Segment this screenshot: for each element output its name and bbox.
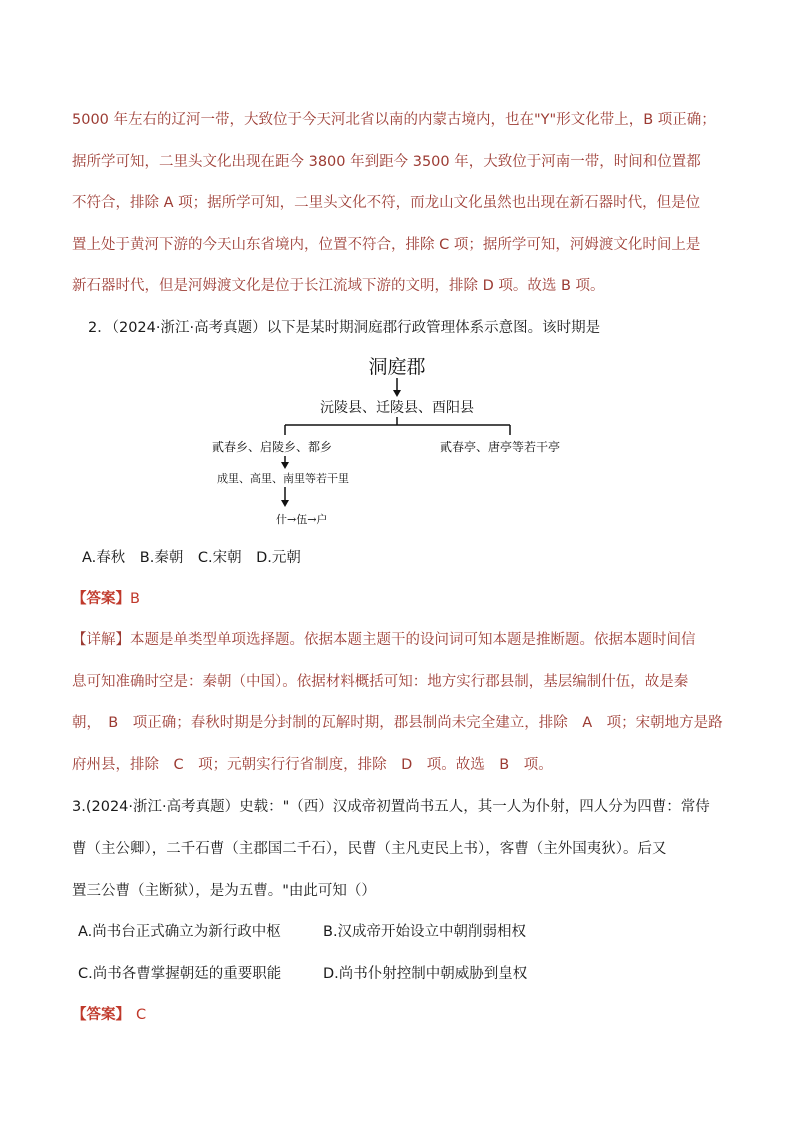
diagram-top-jun: 洞庭郡: [368, 356, 426, 378]
q3-option-c: C.尚书各曹掌握朝廷的重要职能: [78, 966, 282, 982]
q3-stem-line-2: 曹（主公卿），二千石曹（主郡国二千石），民曹（主凡吏民上书），客曹（主外国夷狄）。后又: [72, 841, 667, 857]
q2-detail-line-4: 府州县，排除 C 项；元朝实行行省制度，排除 D 项。故选 B 项。: [72, 757, 553, 773]
q1-explanation-line-1: 5000 年左右的辽河一带，大致位于今天河北省以南的内蒙古境内，也在"Y"形文化带上，B 项正确；: [72, 112, 716, 128]
q3-stem-line-3: 置三公曹（主断狱），是为五曹。"由此可知（）: [72, 883, 376, 899]
q3-option-a: A.尚书台正式确立为新行政中枢: [78, 924, 281, 940]
q3-answer-label: 【答案】: [72, 1007, 130, 1023]
q3-stem-line-1: 3.(2024·浙江·高考真题）史载："（西）汉成帝初置尚书五人，其一人为仆射，四人分为四曹：常侍: [72, 799, 710, 815]
diagram-li: 成里、高里、南里等若干里: [217, 472, 349, 485]
diagram-counties: 沅陵县、迁陵县、酉阳县: [320, 400, 474, 416]
q2-answer-label: 【答案】: [72, 591, 130, 607]
q2-answer-row: [72, 587, 140, 608]
diagram-ting: 貳春亭、唐亭等若干亭: [440, 440, 561, 454]
q3-answer-value: C: [136, 1007, 147, 1023]
q2-stem: 2．（2024·浙江·高考真题）以下是某时期洞庭郡行政管理体系示意图。该时期是: [88, 320, 601, 336]
diagram-arrowhead: [281, 462, 289, 469]
diagram-xiang: 貳春乡、启陵乡、都乡: [212, 440, 333, 454]
q2-admin-diagram: [195, 345, 595, 535]
q3-option-d: D.尚书仆射控制中朝威胁到皇权: [323, 966, 528, 982]
q2-answer-value: B: [130, 591, 140, 607]
diagram-arrowhead: [281, 500, 289, 507]
q3-option-b: B.汉成帝开始设立中朝削弱相权: [323, 924, 527, 940]
q2-detail-line-3: 朝， B 项正确；春秋时期是分封制的瓦解时期，郡县制尚未完全建立，排除 A 项；宋朝地方是路: [72, 715, 723, 731]
q1-explanation-line-2: 据所学可知，二里头文化出现在距今 3800 年到距今 3500 年，大致位于河南一带，时间和位置都: [72, 154, 701, 170]
q1-explanation-line-4: 置上处于黄河下游的今天山东省境内，位置不符合，排除 C 项；据所学可知，河姆渡文化时间上是: [72, 237, 701, 253]
q1-explanation-line-5: 新石器时代，但是河姆渡文化是位于长江流域下游的文明，排除 D 项。故选 B 项。: [72, 278, 605, 294]
diagram-bottom: 什→伍→户: [276, 513, 328, 526]
diagram-arrowhead: [393, 390, 401, 397]
q1-explanation-line-3: 不符合，排除 A 项；据所学可知，二里头文化不符，而龙山文化虽然也出现在新石器时代，但是位: [72, 195, 701, 211]
q2-detail-line-2: 息可知准确时空是：秦朝（中国）。依据材料概括可知：地方实行郡县制，基层编制什伍，故是秦: [72, 674, 689, 690]
q2-detail-line-1: 【详解】本题是单类型单项选择题。依据本题主题干的设问词可知本题是推断题。依据本题时间信: [72, 632, 696, 648]
q2-options: A.春秋 B.秦朝 C.宋朝 D.元朝: [82, 550, 301, 566]
q3-answer-row: [72, 1003, 146, 1024]
